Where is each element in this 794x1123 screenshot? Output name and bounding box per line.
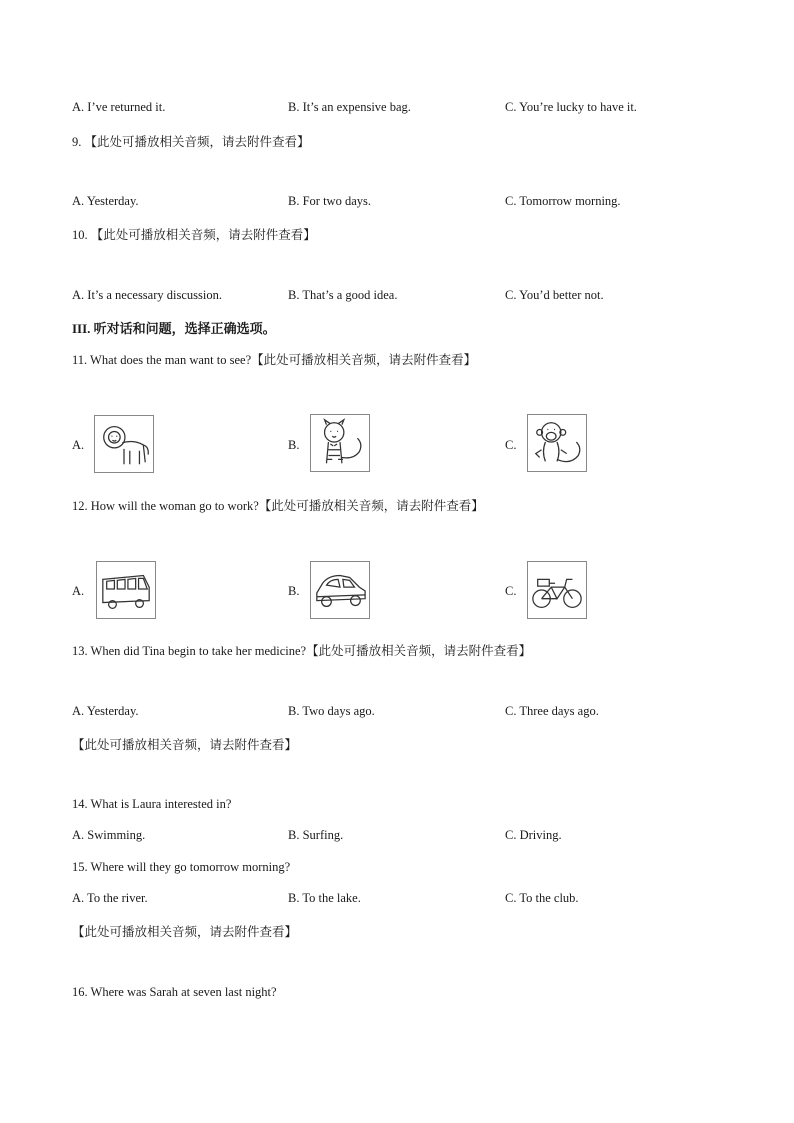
- q8-option-b: B. It’s an expensive bag.: [288, 100, 411, 114]
- monkey-icon: [527, 414, 587, 472]
- q12-option-c-label: C.: [505, 584, 517, 598]
- q11-stem: 11. What does the man want to see?【此处可播放相关音频，请去附件查看】: [72, 353, 477, 367]
- q15-option-c: C. To the club.: [505, 891, 579, 905]
- q13-option-b: B. Two days ago.: [288, 704, 375, 718]
- q9-option-b: B. For two days.: [288, 194, 371, 208]
- q13-option-c: C. Three days ago.: [505, 704, 599, 718]
- q11-option-b-label: B.: [288, 438, 300, 452]
- q10-option-c: C. You’d better not.: [505, 288, 604, 302]
- q15-option-a: A. To the river.: [72, 891, 148, 905]
- q9-option-a: A. Yesterday.: [72, 194, 139, 208]
- q14-option-c: C. Driving.: [505, 828, 562, 842]
- q12-option-a-label: A.: [72, 584, 85, 598]
- lion-icon: [94, 415, 154, 473]
- bus-icon: [96, 561, 156, 619]
- q14-option-a: A. Swimming.: [72, 828, 146, 842]
- q15-stem: 15. Where will they go tomorrow morning?: [72, 860, 291, 874]
- audio-note-2: 【此处可播放相关音频，请去附件查看】: [72, 925, 298, 939]
- q11-option-c-label: C.: [505, 438, 517, 452]
- q16-stem: 16. Where was Sarah at seven last night?: [72, 985, 277, 999]
- q9-option-c: C. Tomorrow morning.: [505, 194, 621, 208]
- section-3-heading: III. 听对话和问题，选择正确选项。: [72, 321, 276, 336]
- q10-option-a: A. It’s a necessary discussion.: [72, 288, 222, 302]
- car-icon: [310, 561, 370, 619]
- q10-option-b: B. That’s a good idea.: [288, 288, 398, 302]
- q13-stem: 13. When did Tina begin to take her medicine?【此处可播放相关音频，请去附件查看】: [72, 644, 532, 658]
- q8-option-a: A. I’ve returned it.: [72, 100, 166, 114]
- q9-stem: 9. 【此处可播放相关音频，请去附件查看】: [72, 135, 310, 149]
- q15-option-b: B. To the lake.: [288, 891, 361, 905]
- q14-option-b: B. Surfing.: [288, 828, 344, 842]
- tiger-icon: [310, 414, 370, 472]
- q14-stem: 14. What is Laura interested in?: [72, 797, 232, 811]
- q11-option-a-label: A.: [72, 438, 85, 452]
- q8-option-c: C. You’re lucky to have it.: [505, 100, 637, 114]
- q12-option-b-label: B.: [288, 584, 300, 598]
- q10-stem: 10. 【此处可播放相关音频，请去附件查看】: [72, 228, 316, 242]
- audio-note-1: 【此处可播放相关音频，请去附件查看】: [72, 738, 298, 752]
- q13-option-a: A. Yesterday.: [72, 704, 139, 718]
- bicycle-icon: [527, 561, 587, 619]
- q12-stem: 12. How will the woman go to work?【此处可播放相关音频，请去附件查看】: [72, 499, 484, 513]
